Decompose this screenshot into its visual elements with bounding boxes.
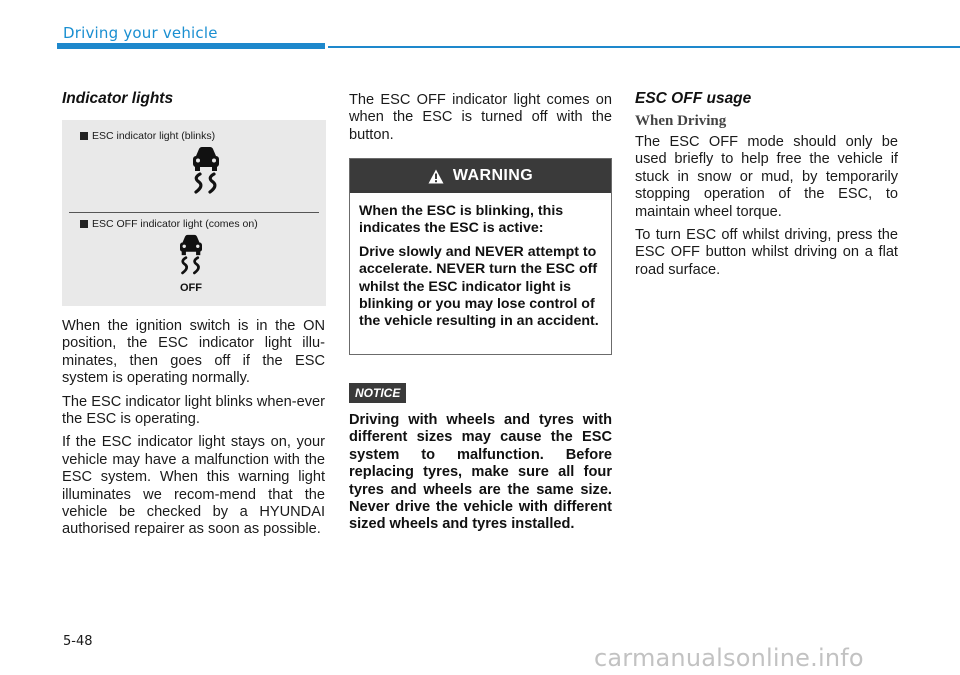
square-bullet-icon <box>80 220 88 228</box>
notice-text: Driving with wheels and tyres with different sizes may cause the ESC system to malfunction. Before replacing tyres, make sure all four tyres and wheels are the same size. Never drive the vehicle with different sized wheels and tyres installed. <box>349 412 612 533</box>
caption-esc-blinks-text: ESC indicator light (blinks) <box>92 130 216 142</box>
indicator-lights-heading: Indicator lights <box>62 90 174 107</box>
esc-off-skid-car-icon <box>178 234 204 278</box>
header-accent-bar <box>57 43 325 49</box>
left-column-text <box>62 318 325 539</box>
caption-esc-off <box>80 218 258 230</box>
square-bullet-icon <box>80 132 88 140</box>
warning-triangle-icon <box>428 169 444 184</box>
paragraph: The ESC OFF mode should only be used briefly to help free the vehicle if stuck in snow or mud, by temporarily stopping operation of the ESC, to maintain wheel torque. <box>635 134 898 220</box>
watermark: carmanualsonline.info <box>594 644 864 672</box>
when-driving-subheading: When Driving <box>635 113 727 129</box>
warning-text: Drive slowly and NEVER attempt to accelerate. NEVER turn the ESC off whilst the ESC indicator light is blinking or you may lose control of the vehicle resulting in an accident. <box>359 243 599 330</box>
warning-title: WARNING <box>452 167 534 184</box>
paragraph: When the ignition switch is in the ON position, the ESC indicator light illu-minates, then goes off if the ESC system is operating normally. <box>62 318 325 387</box>
warning-box <box>349 158 612 355</box>
warning-header <box>350 159 611 193</box>
header-rule <box>328 46 960 48</box>
warning-text: When the ESC is blinking, this indicates the ESC is active: <box>359 203 564 237</box>
indicator-divider <box>69 212 319 213</box>
indicator-illustration-box <box>62 120 326 306</box>
page-number: 5-48 <box>63 634 93 649</box>
warning-body <box>350 193 611 331</box>
middle-column <box>349 92 612 150</box>
esc-off-usage-heading: ESC OFF usage <box>635 90 752 107</box>
paragraph: If the ESC indicator light stays on, your vehicle may have a malfunction with the ESC system. When this warning light illuminates we recom-mend that the vehicle be checked by a HYUNDAI authorised repairer as soon as possible. <box>62 434 325 538</box>
section-title: Driving your vehicle <box>63 24 218 42</box>
caption-esc-off-text: ESC OFF indicator light (comes on) <box>92 218 258 230</box>
notice-badge: NOTICE <box>349 383 406 403</box>
esc-off-intro: The ESC OFF indicator light comes on when the ESC is turned off with the button. <box>349 92 612 143</box>
paragraph: To turn ESC off whilst driving, press the ESC OFF button whilst driving on a flat road surface. <box>635 227 898 278</box>
right-column <box>635 90 898 279</box>
paragraph: The ESC indicator light blinks when-ever the ESC is operating. <box>62 393 325 428</box>
caption-esc-blinks <box>80 130 215 142</box>
left-column <box>62 90 325 108</box>
esc-skid-car-icon <box>191 146 221 198</box>
off-label: OFF <box>180 282 202 294</box>
